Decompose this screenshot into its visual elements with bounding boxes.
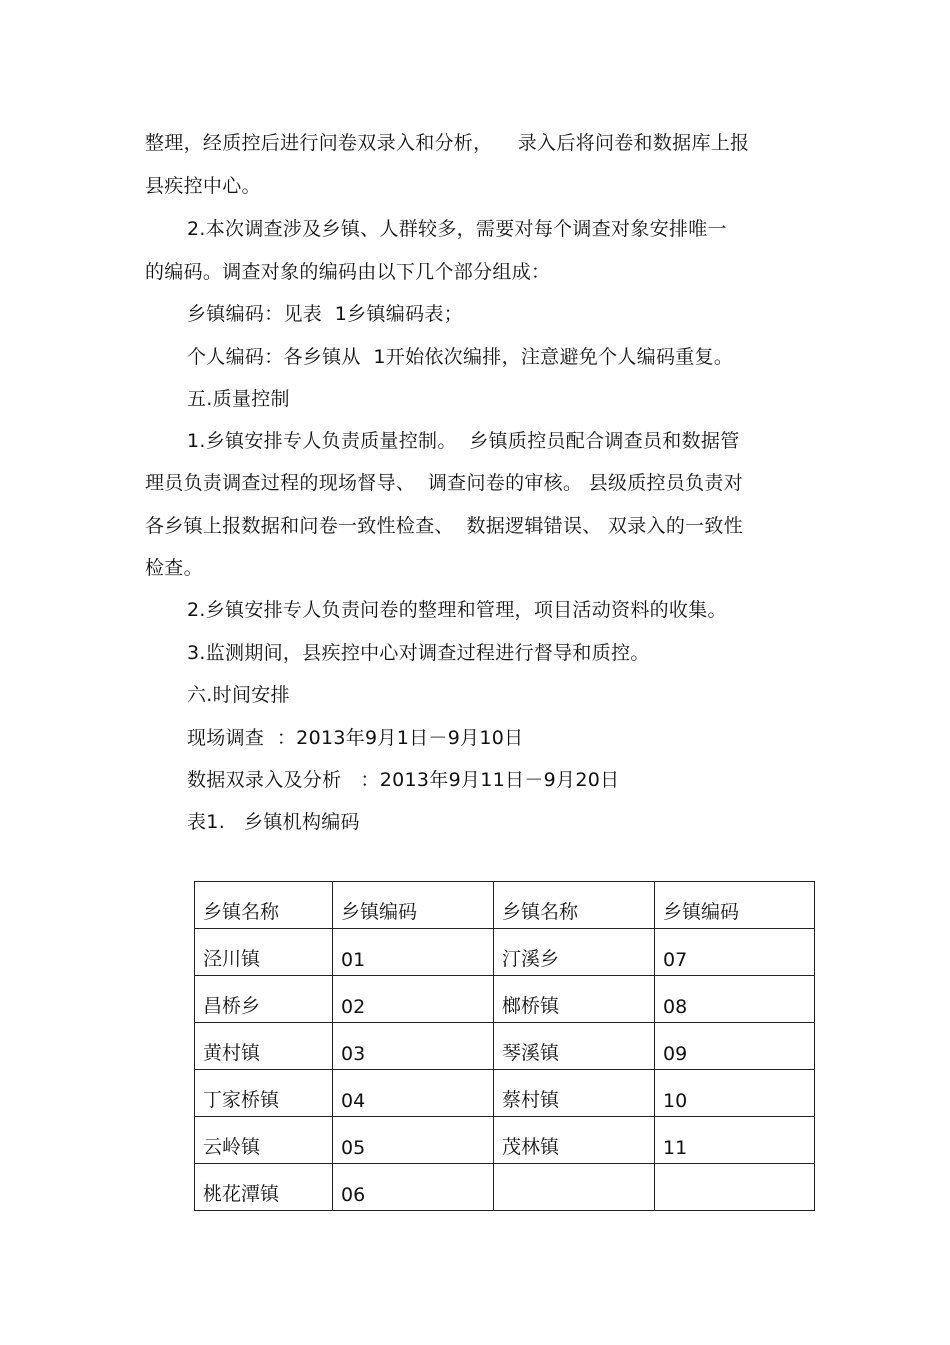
paragraph-line: 3.监测期间，县疾控中心对调查过程进行督导和质控。 (187, 642, 650, 664)
table-cell: 05 (333, 1117, 494, 1164)
table-cell: 11 (655, 1117, 815, 1164)
table-cell: 10 (655, 1070, 815, 1117)
table-cell (655, 1164, 815, 1211)
table-cell: 09 (655, 1023, 815, 1070)
table-cell: 03 (333, 1023, 494, 1070)
township-code-table (194, 881, 815, 1211)
paragraph-line: 个人编码：各乡镇从 1开始依次编排，注意避免个人编码重复。 (187, 346, 734, 368)
table-cell: 丁家桥镇 (195, 1070, 333, 1117)
table-cell (494, 1164, 655, 1211)
paragraph-line: 乡镇编码：见表 1乡镇编码表； (187, 303, 463, 325)
schedule-line: 数据双录入及分析 ：2013年9月11日－9月20日 (187, 769, 620, 791)
table-row (195, 929, 815, 976)
section-heading: 五.质量控制 (187, 388, 290, 410)
table-cell: 01 (333, 929, 494, 976)
table-row (195, 1070, 815, 1117)
table-cell: 汀溪乡 (494, 929, 655, 976)
table-row (195, 1164, 815, 1211)
table-row (195, 1117, 815, 1164)
schedule-line: 现场调查 ：2013年9月1日－9月10日 (187, 727, 524, 749)
table-header-row (195, 882, 815, 929)
table-caption: 表1. 乡镇机构编码 (187, 811, 360, 833)
table-cell: 08 (655, 976, 815, 1023)
table-cell: 06 (333, 1164, 494, 1211)
table-cell: 桃花潭镇 (195, 1164, 333, 1211)
table-cell: 黄村镇 (195, 1023, 333, 1070)
header-cell: 乡镇编码 (655, 882, 815, 929)
header-cell: 乡镇编码 (333, 882, 494, 929)
table-cell: 04 (333, 1070, 494, 1117)
section-heading: 六.时间安排 (187, 684, 290, 706)
paragraph-line: 2.本次调查涉及乡镇、人群较多，需要对每个调查对象安排唯一 (187, 218, 727, 240)
paragraph-line: 整理，经质控后进行问卷双录入和分析， 录入后将问卷和数据库上报 (145, 132, 750, 154)
table-cell: 琴溪镇 (494, 1023, 655, 1070)
table-cell: 云岭镇 (195, 1117, 333, 1164)
table-cell: 07 (655, 929, 815, 976)
paragraph-line: 县疾控中心。 (145, 175, 261, 197)
table-cell: 泾川镇 (195, 929, 333, 976)
paragraph-line: 2.乡镇安排专人负责问卷的整理和管理，项目活动资料的收集。 (187, 599, 727, 621)
paragraph-line: 检查。 (145, 557, 203, 579)
table-cell: 茂林镇 (494, 1117, 655, 1164)
paragraph-line: 1.乡镇安排专人负责质量控制。 乡镇质控员配合调查员和数据管 (187, 430, 740, 452)
table-cell: 02 (333, 976, 494, 1023)
header-cell: 乡镇名称 (494, 882, 655, 929)
table-cell: 榔桥镇 (494, 976, 655, 1023)
table-cell: 蔡村镇 (494, 1070, 655, 1117)
table-cell: 昌桥乡 (195, 976, 333, 1023)
table-row (195, 976, 815, 1023)
paragraph-line: 的编码。调查对象的编码由以下几个部分组成： (145, 261, 551, 283)
header-cell: 乡镇名称 (195, 882, 333, 929)
paragraph-line: 各乡镇上报数据和问卷一致性检查、 数据逻辑错误、 双录入的一致性 (145, 515, 744, 537)
paragraph-line: 理员负责调查过程的现场督导、 调查问卷的审核。 县级质控员负责对 (145, 472, 744, 494)
table-row (195, 1023, 815, 1070)
